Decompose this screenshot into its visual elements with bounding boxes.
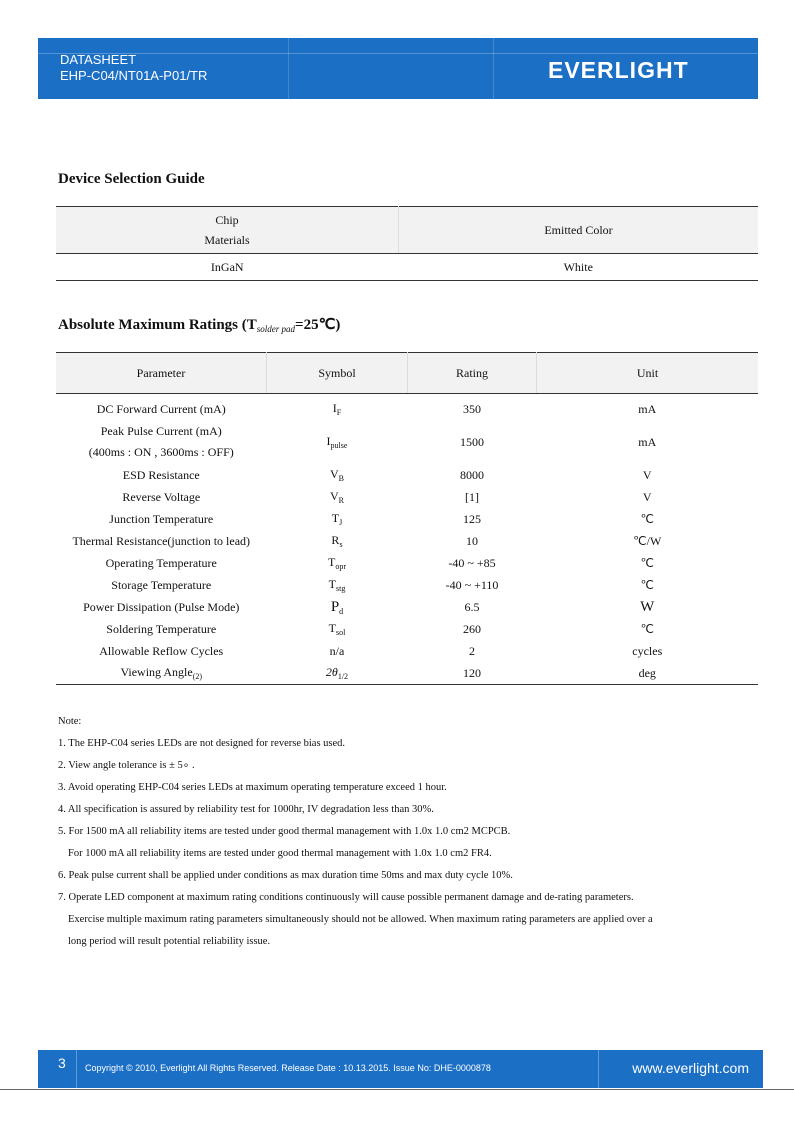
cell-symbol bbox=[267, 486, 408, 508]
cell-parameter: Operating Temperature bbox=[105, 555, 217, 570]
cell-unit: mA bbox=[638, 401, 657, 416]
symbol-sub: F bbox=[336, 408, 342, 417]
table-row bbox=[56, 254, 758, 281]
note-item: 5. For 1500 mA all reliability items are tested under good thermal management with 1.0x 1.0 cm2 MCPCB. bbox=[58, 826, 511, 837]
cell-symbol bbox=[267, 662, 408, 685]
parameter-line2: (400ms : ON , 3600ms : OFF) bbox=[88, 445, 234, 459]
header-rule bbox=[38, 53, 758, 54]
table-row bbox=[56, 420, 758, 464]
cell-unit: ℃ bbox=[640, 511, 654, 526]
table-row bbox=[56, 530, 758, 552]
symbol-sub: pulse bbox=[330, 441, 348, 450]
symbol-sub: s bbox=[339, 540, 343, 549]
note-item: Exercise multiple maximum rating parameters simultaneously should not be allowed. When maximum rating parameters are applied over a bbox=[68, 914, 653, 925]
cell-rating: 1500 bbox=[460, 434, 484, 449]
note-item: 4. All specification is assured by reliability test for 1000hr, IV degradation less than 30%. bbox=[58, 804, 434, 815]
header-divider bbox=[493, 38, 494, 99]
cell-parameter: Reverse Voltage bbox=[122, 489, 201, 504]
page-header bbox=[38, 38, 758, 99]
table-header-row bbox=[56, 353, 758, 394]
symbol-sub: sol bbox=[336, 628, 346, 637]
symbol-main: n/a bbox=[329, 643, 345, 658]
header-rating: Rating bbox=[408, 353, 537, 394]
parameter-sub: (2) bbox=[192, 672, 203, 681]
cell-parameter: Soldering Temperature bbox=[106, 621, 217, 636]
symbol-sub: J bbox=[339, 518, 343, 527]
notes-section bbox=[58, 711, 758, 953]
cell-parameter: Allowable Reflow Cycles bbox=[99, 643, 224, 658]
footer-divider bbox=[598, 1050, 599, 1088]
cell-rating: 125 bbox=[463, 511, 481, 526]
header-emitted-color: Emitted Color bbox=[399, 207, 759, 254]
symbol-sub: R bbox=[338, 496, 344, 505]
cell-color: White bbox=[399, 254, 759, 281]
note-item: 2. View angle tolerance is ± 5∘ . bbox=[58, 760, 195, 771]
symbol-main: I bbox=[326, 434, 331, 448]
symbol-sub: opr bbox=[335, 562, 346, 571]
cell-unit: cycles bbox=[632, 643, 663, 658]
cell-rating: 8000 bbox=[460, 467, 484, 482]
cell-symbol bbox=[267, 530, 408, 552]
table-row bbox=[56, 662, 758, 685]
cell-symbol bbox=[267, 394, 408, 421]
symbol-main: R bbox=[331, 533, 340, 547]
header-parameter: Parameter bbox=[56, 353, 267, 394]
cell-symbol bbox=[267, 618, 408, 640]
cell-parameter: Thermal Resistance(junction to lead) bbox=[72, 533, 251, 548]
note-item: long period will result potential reliability issue. bbox=[68, 936, 271, 947]
footer-divider bbox=[76, 1050, 77, 1088]
cell-unit: mA bbox=[638, 434, 657, 449]
page-footer bbox=[38, 1050, 763, 1088]
cell-unit: V bbox=[642, 467, 652, 482]
cell-unit: ℃/W bbox=[633, 533, 662, 548]
cell-unit: ℃ bbox=[640, 621, 654, 636]
table-row bbox=[56, 596, 758, 618]
table-row bbox=[56, 464, 758, 486]
cell-material: InGaN bbox=[56, 254, 399, 281]
symbol-sub: 1/2 bbox=[337, 672, 349, 681]
table-row bbox=[56, 552, 758, 574]
cell-parameter: Junction Temperature bbox=[109, 511, 214, 526]
note-item: For 1000 mA all reliability items are tested under good thermal management with 1.0x 1.0 cm2 FR4. bbox=[68, 848, 492, 859]
cell-unit: W bbox=[640, 598, 655, 615]
header-materials: Materials bbox=[204, 233, 250, 247]
symbol-main: T bbox=[327, 555, 336, 569]
header-divider bbox=[288, 38, 289, 99]
symbol-main: 2θ bbox=[325, 665, 338, 679]
notes-heading: Note: bbox=[58, 716, 82, 727]
cell-rating: 2 bbox=[469, 643, 475, 658]
cell-unit: ℃ bbox=[640, 577, 654, 592]
table-row bbox=[56, 574, 758, 596]
cell-parameter: DC Forward Current (mA) bbox=[96, 401, 226, 416]
cell-unit: V bbox=[642, 489, 652, 504]
page-number: 3 bbox=[58, 1055, 66, 1071]
symbol-main: T bbox=[328, 621, 336, 635]
parameter-line1: Peak Pulse Current (mA) bbox=[100, 424, 222, 438]
cell-rating: 120 bbox=[408, 662, 537, 685]
copyright-text: Copyright © 2010, Everlight All Rights Reserved. Release Date : 10.13.2015. Issue No: DHE-0000878 bbox=[85, 1063, 491, 1073]
cell-rating: 10 bbox=[466, 533, 478, 548]
table-row bbox=[56, 640, 758, 662]
note-item: 1. The EHP-C04 series LEDs are not designed for reverse bias used. bbox=[58, 738, 346, 749]
symbol-main: T bbox=[328, 577, 336, 591]
header-unit: Unit bbox=[537, 353, 759, 394]
cell-symbol bbox=[267, 574, 408, 596]
cell-rating: 6.5 bbox=[464, 599, 480, 614]
selection-title: Device Selection Guide bbox=[58, 171, 205, 187]
table-row bbox=[56, 618, 758, 640]
table-row bbox=[56, 486, 758, 508]
cell-symbol bbox=[267, 508, 408, 530]
cell-parameter: Storage Temperature bbox=[111, 577, 212, 592]
cell-parameter: ESD Resistance bbox=[122, 467, 200, 482]
part-number: EHP-C04/NT01A-P01/TR bbox=[60, 68, 208, 83]
ratings-title-sub: solder pad bbox=[256, 324, 296, 334]
doc-type: DATASHEET bbox=[60, 52, 137, 67]
cell-symbol bbox=[267, 596, 408, 618]
ratings-table bbox=[56, 352, 758, 685]
cell-symbol bbox=[267, 640, 408, 662]
note-item: 6. Peak pulse current shall be applied under conditions as max duration time 50ms and max duty cycle 10%. bbox=[58, 870, 513, 881]
table-header-row bbox=[56, 207, 758, 254]
cell-rating: -40 ~ +110 bbox=[445, 577, 499, 592]
cell-symbol bbox=[267, 464, 408, 486]
note-item: 3. Avoid operating EHP-C04 series LEDs at maximum operating temperature exceed 1 hour. bbox=[58, 782, 447, 793]
header-chip-materials bbox=[56, 207, 399, 254]
symbol-main: V bbox=[329, 467, 339, 481]
table-row bbox=[56, 508, 758, 530]
parameter-main: Viewing Angle bbox=[120, 665, 193, 679]
symbol-main: P bbox=[330, 598, 340, 615]
symbol-sub: stg bbox=[336, 584, 346, 593]
cell-rating: [1] bbox=[465, 489, 479, 504]
symbol-sub: d bbox=[339, 606, 344, 616]
header-chip: Chip bbox=[215, 213, 239, 227]
cell-unit: deg bbox=[537, 662, 759, 685]
symbol-sub: B bbox=[338, 474, 344, 483]
cell-parameter bbox=[56, 420, 267, 464]
cell-symbol bbox=[267, 552, 408, 574]
table-row bbox=[56, 394, 758, 421]
symbol-main: T bbox=[331, 511, 340, 525]
brand-logo: EVERLIGHT bbox=[548, 57, 689, 83]
cell-rating: 260 bbox=[463, 621, 481, 636]
website-link[interactable]: www.everlight.com bbox=[632, 1060, 749, 1076]
selection-table bbox=[56, 206, 758, 281]
cell-parameter: Power Dissipation (Pulse Mode) bbox=[83, 599, 240, 614]
cell-unit: ℃ bbox=[640, 555, 654, 570]
note-item: 7. Operate LED component at maximum rating conditions continuously will cause possible permanent damage and de-rating parameters. bbox=[58, 892, 634, 903]
ratings-title-end: =25℃) bbox=[295, 317, 341, 333]
symbol-main: I bbox=[332, 401, 337, 415]
bottom-rule bbox=[0, 1089, 794, 1090]
ratings-title bbox=[58, 315, 340, 334]
header-symbol: Symbol bbox=[267, 353, 408, 394]
symbol-main: V bbox=[329, 489, 339, 503]
cell-rating: 350 bbox=[463, 401, 481, 416]
ratings-title-main: Absolute Maximum Ratings (T bbox=[58, 317, 257, 333]
cell-parameter bbox=[56, 662, 267, 685]
cell-rating: -40 ~ +85 bbox=[448, 555, 496, 570]
cell-symbol bbox=[267, 420, 408, 464]
